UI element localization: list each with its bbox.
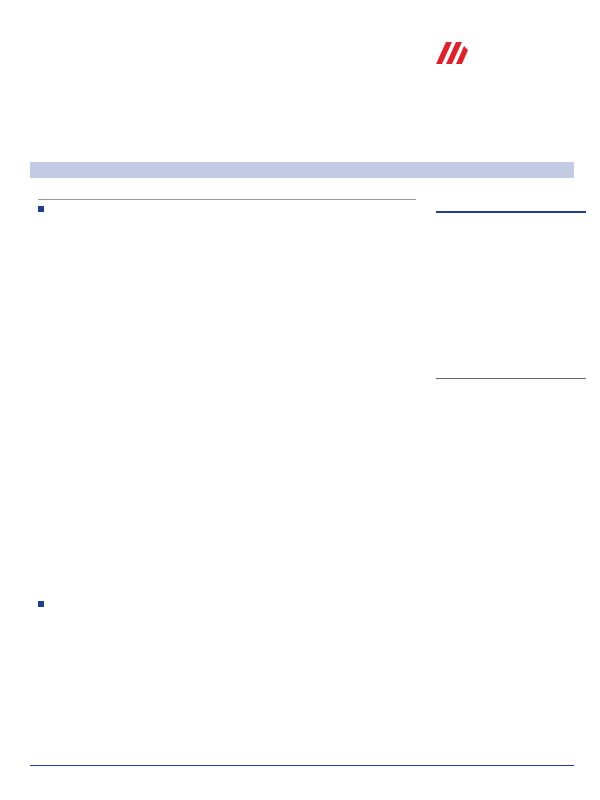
- square-bullet-icon: [38, 206, 44, 212]
- divider: [436, 211, 586, 213]
- divider: [30, 765, 574, 766]
- square-bullet-icon: [38, 601, 44, 607]
- brand-logo: [432, 36, 582, 70]
- invest-title: [38, 601, 49, 611]
- trend-chart: [436, 238, 586, 358]
- header-bar: [30, 162, 574, 178]
- section-title: [38, 206, 49, 216]
- brand-logo-icon: [432, 36, 470, 68]
- divider: [436, 378, 586, 379]
- divider: [38, 199, 416, 200]
